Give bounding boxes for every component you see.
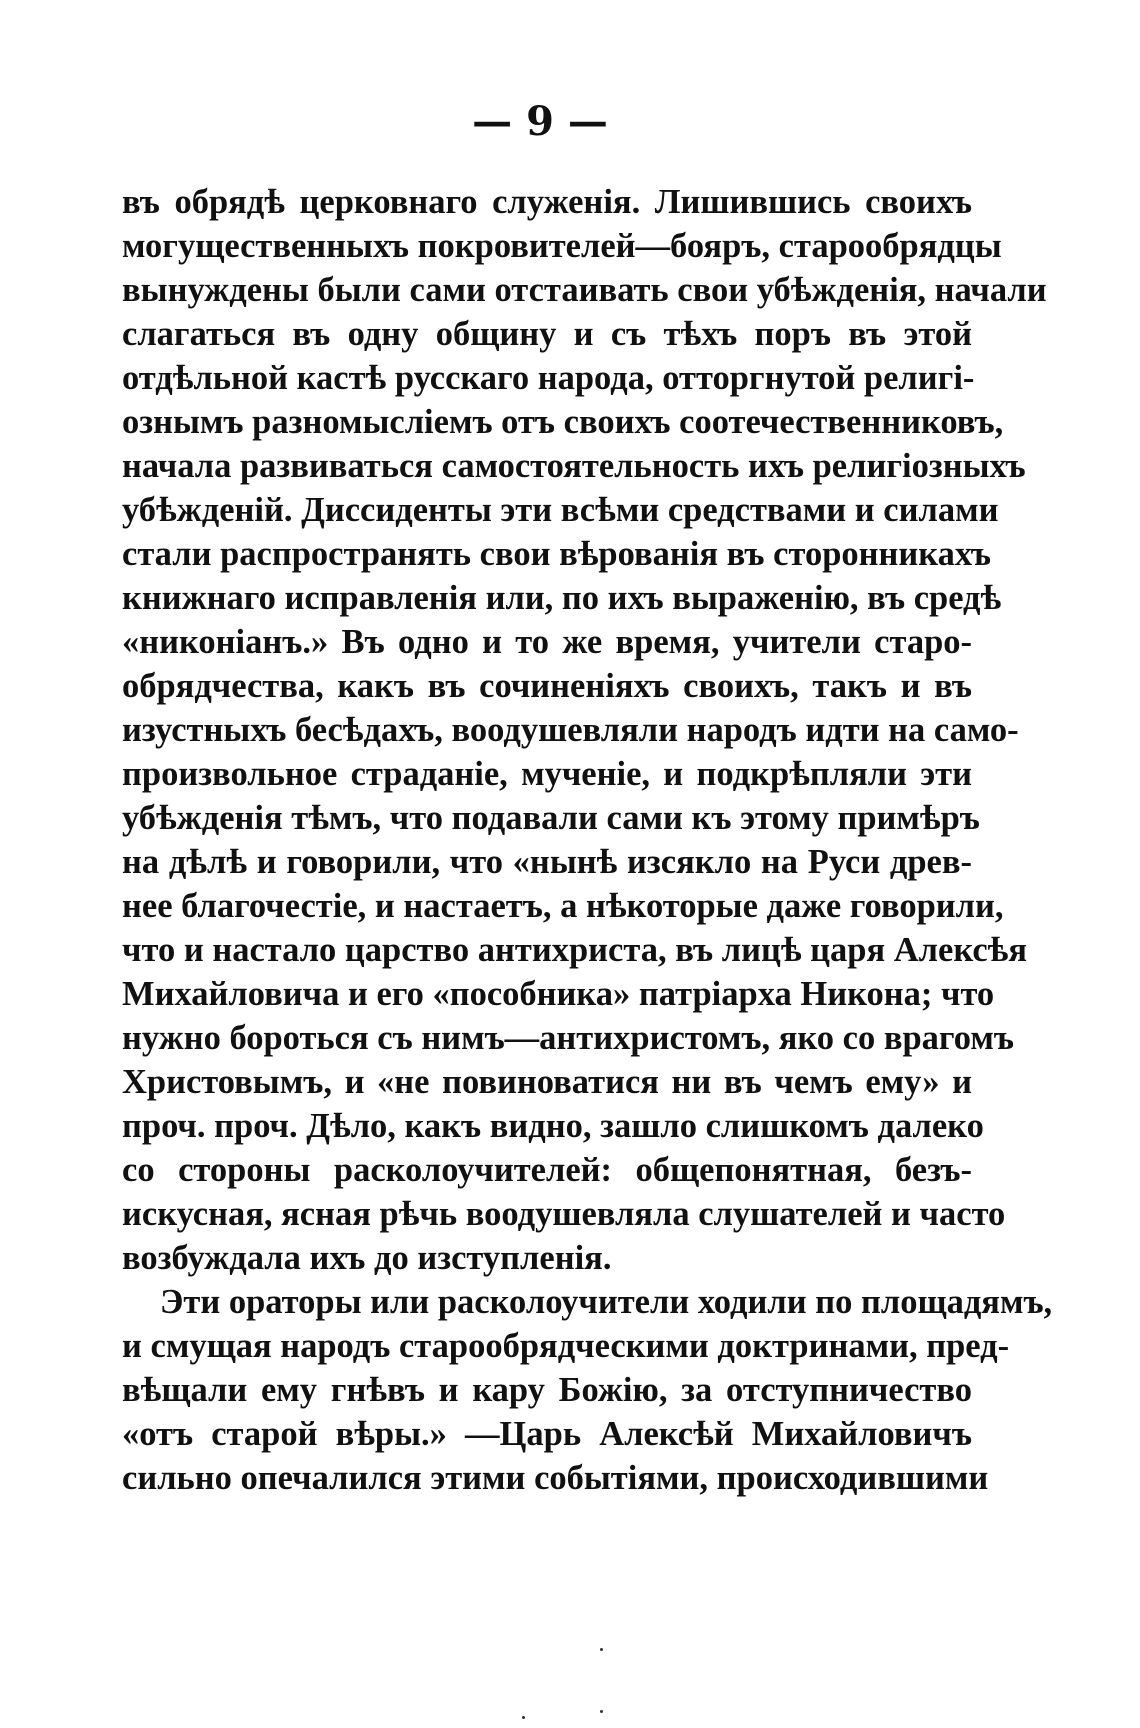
page-number: — 9 — [472,98,608,145]
paper-speck [522,1716,525,1719]
text-line: Эти ораторы или расколоучители ходили по площадямъ, [160,1283,1053,1321]
text-line: ознымъ разномысліемъ отъ своихъ соотечественниковъ, [122,403,1004,441]
text-line: начала развиваться самостоятельность ихъ религіозныхъ [122,447,1026,485]
text-line: Михайловича и его «пособника» патріарха Никона; что [122,975,995,1013]
text-line: убѣжденій. Диссиденты эти всѣми средствами и силами [122,491,999,529]
text-line: стали распространять свои вѣрованія въ сторонникахъ [122,535,991,573]
text-line: книжнаго исправленія или, по ихъ выраженію, въ средѣ [122,579,1002,617]
text-line: «никоніанъ.» Въ одно и то же время, учители старо- [122,623,972,661]
text-line: отдѣльной кастѣ русскаго народа, отторгнутой религі- [122,359,975,397]
text-line: нужно бороться съ нимъ—антихристомъ, яко со врагомъ [122,1019,1014,1057]
body-text [122,180,1053,1500]
text-line: «отъ старой вѣры.» —Царь Алексѣй Михайловичъ [122,1415,972,1453]
text-line: могущественныхъ покровителей—бояръ, старообрядцы [122,227,1002,265]
paragraph-2 [122,1280,1053,1500]
text-line: убѣжденія тѣмъ, что подавали сами къ этому примѣръ [122,799,980,837]
text-line: изустныхъ бесѣдахъ, воодушевляли народъ идти на само- [122,711,1019,749]
text-line: Христовымъ, и «не повиноватися ни въ чемъ ему» и [122,1063,972,1101]
text-line: сильно опечалился этими событіями, происходившими [122,1459,989,1497]
text-line: на дѣлѣ и говорили, что «нынѣ изсякло на Руси древ- [122,843,972,881]
text-line: проч. проч. Дѣло, какъ видно, зашло слишкомъ далеко [122,1107,984,1145]
text-line: произвольное страданіе, мученіе, и подкрѣпляли эти [122,755,972,793]
text-line: вынуждены были сами отстаивать свои убѣжденія, начали [122,271,1047,309]
text-line: слагаться въ одну общину и съ тѣхъ поръ въ этой [122,315,972,353]
paper-speck [600,1648,603,1651]
paper-speck [600,1710,603,1713]
text-line: со стороны расколоучителей: общепонятная, безъ- [122,1151,972,1189]
text-line: нее благочестіе, и настаетъ, а нѣкоторые даже говорили, [122,887,1004,925]
text-line: въ обрядѣ церковнаго служенія. Лишившись своихъ [122,183,972,221]
text-line: и смущая народъ старообрядческими доктринами, пред- [122,1327,1010,1365]
text-line: искусная, ясная рѣчь воодушевляла слушателей и часто [122,1195,1006,1233]
text-line: обрядчества, какъ въ сочиненіяхъ своихъ, такъ и въ [122,667,972,705]
paragraph-1 [122,180,1047,1280]
text-line: вѣщали ему гнѣвъ и кару Божію, за отступничество [122,1371,972,1409]
text-line: что и настало царство антихриста, въ лицѣ царя Алексѣя [122,931,1028,969]
text-line: возбуждала ихъ до изступленія. [122,1239,612,1277]
